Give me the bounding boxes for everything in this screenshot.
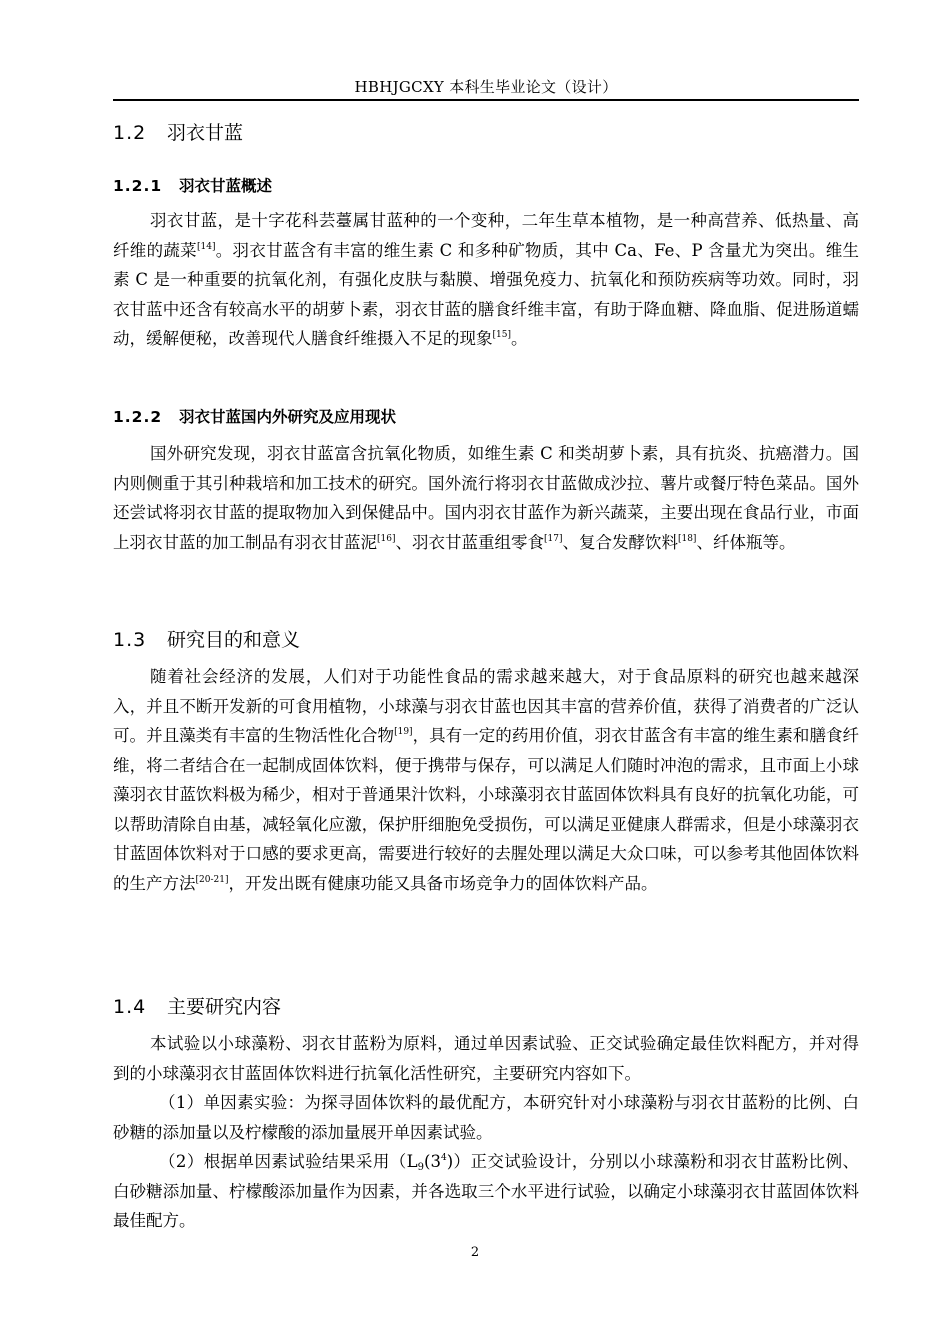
citation[interactable]: [16] bbox=[377, 533, 396, 544]
heading-1-2 bbox=[113, 118, 243, 145]
citation[interactable]: [19] bbox=[394, 727, 413, 737]
citation[interactable]: [20-21] bbox=[195, 874, 229, 885]
heading-1-2-1 bbox=[113, 174, 272, 196]
page-number: 2 bbox=[470, 1245, 480, 1260]
heading-1-4 bbox=[113, 992, 281, 1019]
paragraph-purpose: 随着社会经济的发展，人们对于功能性食品的需求越来越大，对于食品原料的研究也越来越深入，并且不断开发新的可食用植物，小球藻与羽衣甘蓝也因其丰富的营养价值，获得了消费者的广泛认可。并且藻类有丰富的生物活性化合物[19]，具有一定的药用价值，羽衣甘蓝含有丰富的维生素和膳食纤维，将二者结合在一起制成固体饮料，便于携带与保存，可以满足人们随时冲泡的需求，且市面上小球藻羽衣甘蓝饮料极为稀少，相对于普通果汁饮料，小球藻羽衣甘蓝固体饮料具有良好的抗氧化功能，可以帮助清除自由基，减轻氧化应激，保护肝细胞免受损伤，可以满足亚健康人群需求，但是小球藻羽衣甘蓝固体饮料对于口感的要求更高，需要进行较好的去腥处理以满足大众口味，可以参考其他固体饮料的生产方法[20-21]，开发出既有健康功能又具备市场竞争力的固体饮料产品。 bbox=[113, 667, 860, 893]
heading-1-3 bbox=[113, 625, 300, 652]
citation[interactable]: [15] bbox=[492, 330, 511, 340]
heading-title: 羽衣甘蓝 bbox=[167, 122, 244, 144]
citation[interactable]: [14] bbox=[196, 241, 216, 252]
paragraph-kale-overview: 羽衣甘蓝，是十字花科芸薹属甘蓝种的一个变种，二年生草本植物，是一种高营养、低热量、高纤维的蔬菜[14]。羽衣甘蓝含有丰富的维生素 C 和多种矿物质，其中 Ca、Fe、P 含量尤为突出。维生素 C 是一种重要的抗氧化剂，有强化皮肤与黏膜、增强免疫力、抗氧化和预防疾病等功效。同时，羽衣甘蓝中还含有较高水平的胡萝卜素，羽衣甘蓝的膳食纤维丰富，有助于降血糖、降血脂、促进肠道蠕动，缓解便秘，改善现代人膳食纤维摄入不足的现象[15]。 bbox=[113, 211, 859, 348]
heading-number: 1.2.2 bbox=[113, 408, 163, 426]
heading-title: 羽衣甘蓝概述 bbox=[179, 177, 273, 195]
running-header: HBHJGCXY 本科生毕业论文（设计） bbox=[354, 78, 618, 96]
paragraph-main-content: 本试验以小球藻粉、羽衣甘蓝粉为原料，通过单因素试验、正交试验确定最佳饮料配方，并对得到的小球藻羽衣甘蓝固体饮料进行抗氧化活性研究，主要研究内容如下。 bbox=[113, 1034, 859, 1083]
heading-1-2-2 bbox=[113, 405, 396, 427]
heading-title: 羽衣甘蓝国内外研究及应用现状 bbox=[179, 408, 397, 426]
heading-number: 1.4 bbox=[113, 996, 147, 1018]
heading-title: 主要研究内容 bbox=[167, 996, 282, 1018]
list-item-single-factor: （1）单因素实验：为探寻固体饮料的最优配方，本研究针对小球藻粉与羽衣甘蓝粉的比例、白砂糖的添加量以及柠檬酸的添加量展开单因素试验。 bbox=[113, 1093, 859, 1142]
heading-number: 1.3 bbox=[113, 629, 147, 651]
heading-number: 1.2 bbox=[113, 122, 147, 144]
list-item-orthogonal: （2）根据单因素试验结果采用$(L_9(3^4))$正交试验设计，分别以小球藻粉和羽衣甘蓝粉比例、白砂糖添加量、柠檬酸添加量作为因素，并各选取三个水平进行试验，以确定小球藻羽衣甘蓝固体饮料最佳配方。 bbox=[113, 1152, 859, 1230]
paragraph-research-status: 国外研究发现，羽衣甘蓝富含抗氧化物质，如维生素 C 和类胡萝卜素，具有抗炎、抗癌潜力。国内则侧重于其引种栽培和加工技术的研究。国外流行将羽衣甘蓝做成沙拉、薯片或餐厅特色菜品。国外还尝试将羽衣甘蓝的提取物加入到保健品中。国内羽衣甘蓝作为新兴蔬菜，主要出现在食品行业，市面上羽衣甘蓝的加工制品有羽衣甘蓝泥[16]、羽衣甘蓝重组零食[17]、复合发酵饮料[18]、纤体瓶等。 bbox=[113, 444, 859, 552]
header-rule bbox=[113, 99, 859, 101]
citation[interactable]: [17] bbox=[543, 533, 563, 544]
heading-number: 1.2.1 bbox=[113, 177, 163, 195]
citation[interactable]: [18] bbox=[677, 533, 697, 544]
heading-title: 研究目的和意义 bbox=[167, 629, 301, 651]
